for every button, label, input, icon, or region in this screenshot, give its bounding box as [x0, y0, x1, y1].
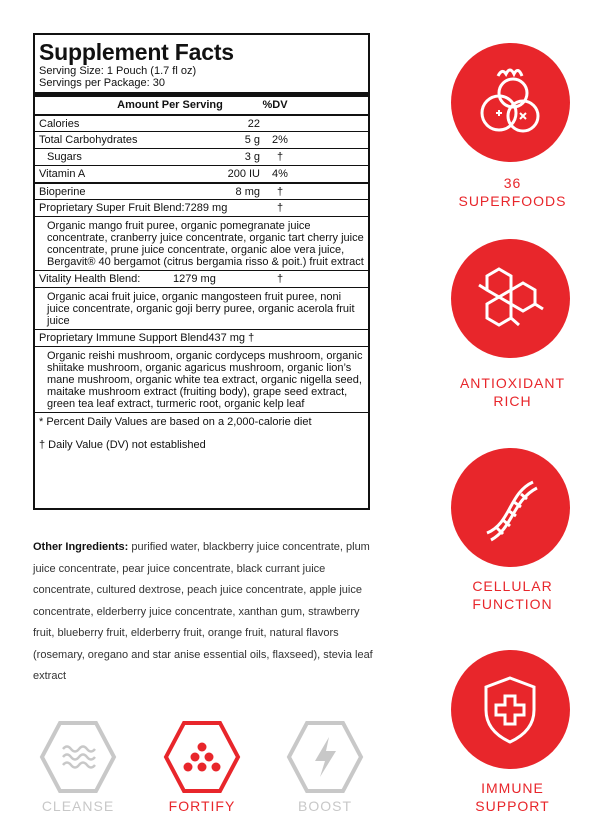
footnote-dagger: † Daily Value (DV) not established: [39, 439, 206, 451]
blend-dv: †: [276, 202, 284, 214]
blend-name: Proprietary Immune Support Blend437 mg †: [39, 332, 255, 344]
other-ingredients: [33, 537, 373, 688]
facts-row: [35, 182, 368, 199]
header-amount: Amount Per Serving: [117, 99, 223, 111]
row-amount: 8 mg: [235, 186, 260, 198]
benefit-line: IMMUNE: [481, 780, 544, 796]
blend-dv: †: [276, 273, 284, 285]
benefit-label-antioxidant: [440, 374, 585, 410]
dots-icon: [162, 717, 242, 797]
berries-icon: [451, 43, 570, 162]
benefit-label-immune: [440, 779, 585, 815]
other-ingredients-label: Other Ingredients:: [33, 541, 129, 553]
shield-cross-icon: [451, 650, 570, 769]
blend-amount: 1279 mg: [173, 273, 216, 285]
dna-icon: [451, 448, 570, 567]
servings-per-package: Servings per Package: 30: [39, 77, 165, 89]
blend-ingredients: Organic mango fruit puree, organic pomegranate juice concentrate, cranberry juice concentrate, organic tart cherry juice concentrate, prune juice concentrate, organic aloe vera juice, Bergavit® 40 bergamot (citrus bergamia risso & poit.) fruit extract: [35, 216, 368, 270]
facts-row: [35, 131, 368, 148]
benefit-line: CELLULAR: [472, 578, 553, 594]
hexagons-icon: [451, 239, 570, 358]
step-label-cleanse: CLEANSE: [41, 798, 115, 814]
facts-row: [35, 148, 368, 165]
step-label-boost: BOOST: [297, 798, 352, 814]
row-name: Total Carbohydrates: [39, 134, 138, 146]
row-name: Sugars: [47, 151, 82, 163]
facts-row: [35, 165, 368, 182]
row-name: Bioperine: [39, 186, 86, 198]
waves-icon: [38, 717, 118, 797]
supplement-facts-panel: [33, 33, 370, 510]
benefit-line: RICH: [493, 393, 532, 409]
row-amount: 200 IU: [227, 168, 260, 180]
facts-row-blend: [35, 329, 368, 346]
row-amount: 3 g: [244, 151, 260, 163]
row-amount: 22: [247, 118, 260, 130]
benefit-line: SUPERFOODS: [458, 193, 567, 209]
facts-row-blend: [35, 270, 368, 287]
facts-title: Supplement Facts: [39, 39, 234, 65]
blend-name: Proprietary Super Fruit Blend:7289 mg: [39, 202, 228, 214]
other-ingredients-text: purified water, blackberry juice concentrate, plum juice concentrate, pear juice concentrate, black currant juice concentrate, cultured dextrose, peach juice concentrate, apple juice concentrate, elderberry juice concentrate, xanthan gum, strawberry fruit, blueberry fruit, elderberry fruit, orange fruit, natural flavors (rosemary, oregano and star anise essential oils, flaxseed), stevia leaf extract: [33, 541, 373, 682]
footnote-percent: * Percent Daily Values are based on a 2,000-calorie diet: [35, 412, 368, 431]
row-dv: †: [276, 151, 284, 163]
blend-ingredients: Organic acai fruit juice, organic mangosteen fruit puree, noni juice concentrate, organic goji berry puree, organic acerola fruit juice: [35, 287, 368, 329]
lightning-icon: [285, 717, 365, 797]
header-dv: %DV: [262, 99, 288, 111]
row-dv: †: [276, 186, 284, 198]
serving-size: Serving Size: 1 Pouch (1.7 fl oz): [39, 65, 197, 77]
facts-row: [35, 114, 368, 131]
facts-header-row: [35, 97, 368, 114]
row-dv: 4%: [272, 168, 288, 180]
row-name: Calories: [39, 118, 80, 130]
row-amount: 5 g: [244, 134, 260, 146]
row-dv: 2%: [272, 134, 288, 146]
step-label-fortify: FORTIFY: [168, 798, 236, 814]
benefit-line: SUPPORT: [475, 798, 550, 814]
benefit-line: 36: [503, 175, 522, 191]
facts-row-blend: [35, 199, 368, 216]
benefit-label-superfoods: [440, 174, 585, 210]
blend-ingredients: Organic reishi mushroom, organic cordyceps mushroom, organic shiitake mushroom, organic agaricus mushroom, organic lion’s mane mushroom, organic white tea extract, organic nigella seed, maitake mushroom extract (fruiting body), grape seed extract, green tea leaf extract, turmeric root, organic kelp leaf: [35, 346, 368, 412]
benefit-line: FUNCTION: [472, 596, 553, 612]
row-name: Vitamin A: [39, 168, 86, 180]
benefit-line: ANTIOXIDANT: [459, 375, 566, 391]
blend-name: Vitality Health Blend:: [39, 273, 141, 285]
benefit-label-cellular: [440, 577, 585, 613]
